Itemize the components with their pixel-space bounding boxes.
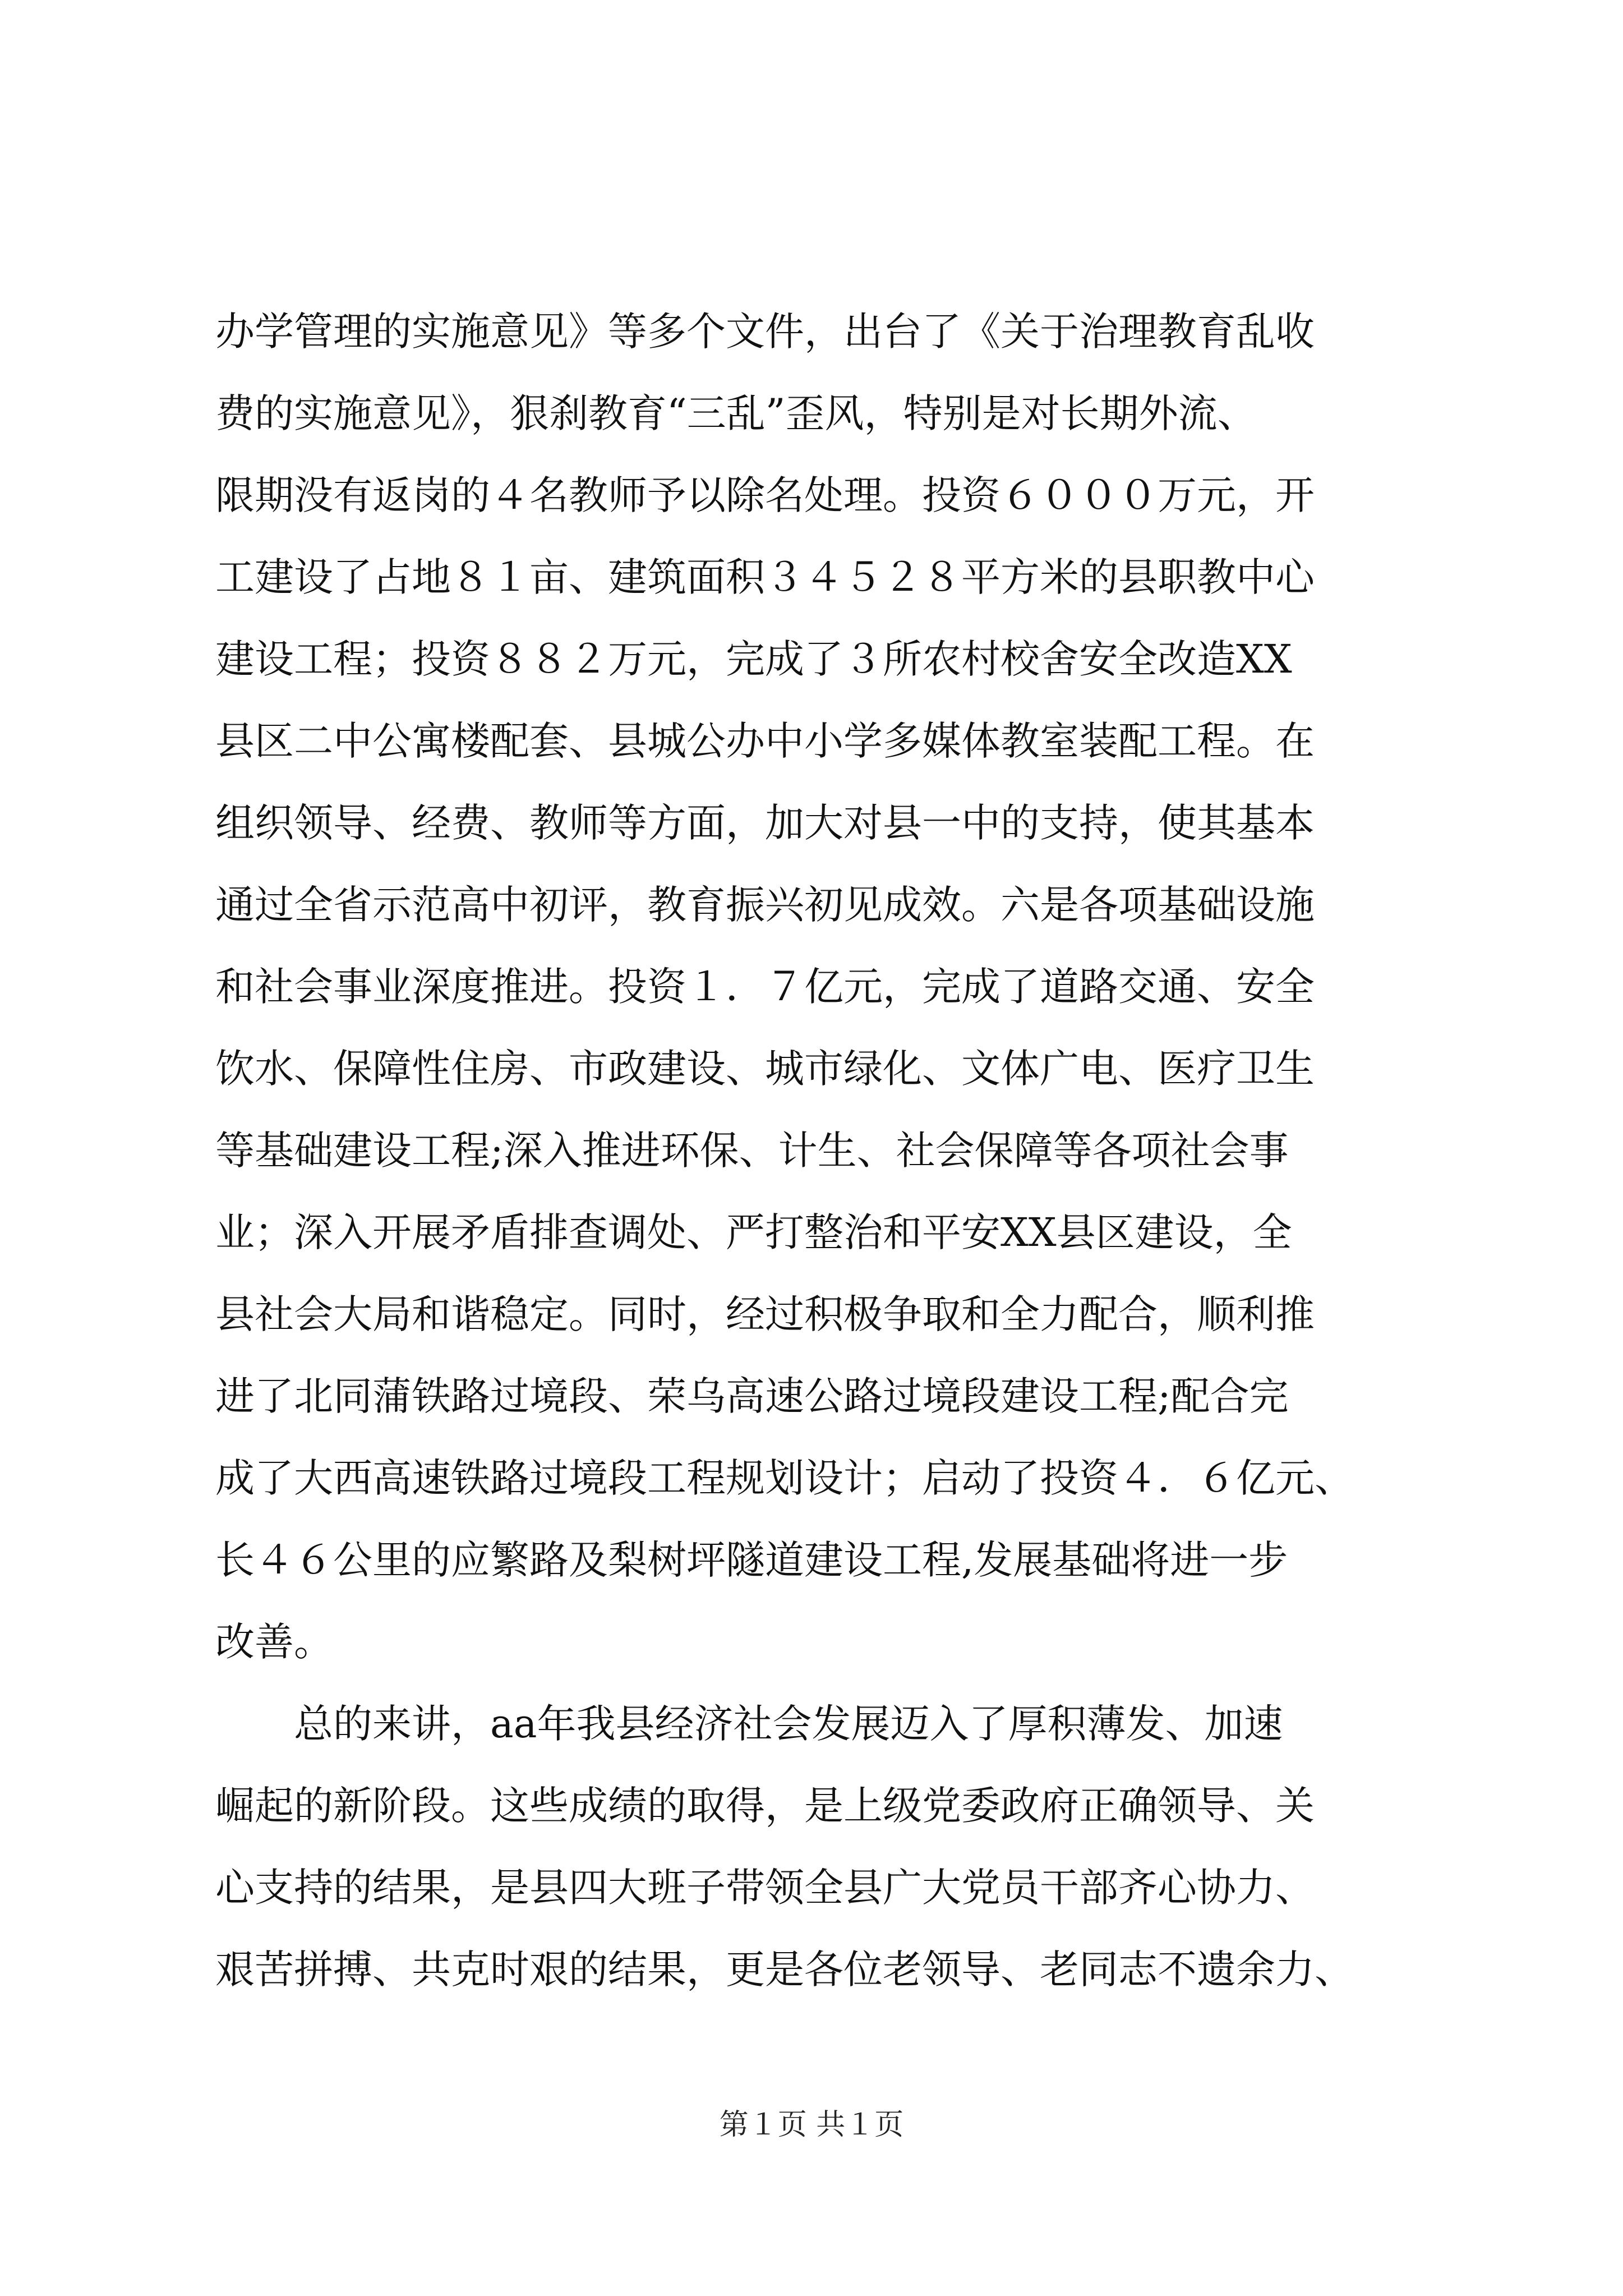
text-line: 费的实施意见》，狠刹教育“三乱”歪风，特别是对长期外流、 bbox=[215, 390, 1257, 436]
text-line: 改善。 bbox=[215, 1619, 333, 1665]
text-line: 工建设了占地８１亩、建筑面积３４５２８平方米的县职教中心 bbox=[215, 554, 1315, 600]
page-number-label: 第１页 共１页 bbox=[719, 2108, 904, 2142]
text-line: 限期没有返岗的４名教师予以除名处理。投资６０００万元，开 bbox=[215, 472, 1315, 518]
text-line: 建设工程；投资８８２万元，完成了３所农村校舍安全改造XX bbox=[215, 636, 1292, 682]
text-line: 办学管理的实施意见》等多个文件，出台了《关于治理教育乱收 bbox=[215, 309, 1315, 355]
text-line: 进了北同蒲铁路过境段、荣乌高速公路过境段建设工程;配合完 bbox=[215, 1373, 1289, 1419]
text-line: 艰苦拼搏、共克时艰的结果，更是各位老领导、老同志不遗余力、 bbox=[215, 1947, 1354, 1993]
text-line: 饮水、保障性住房、市政建设、城市绿化、文体广电、医疗卫生 bbox=[215, 1046, 1315, 1092]
text-line: 崛起的新阶段。这些成绩的取得，是上级党委政府正确领导、关 bbox=[215, 1783, 1315, 1829]
text-line: 心支持的结果，是县四大班子带领全县广大党员干部齐心协力、 bbox=[215, 1865, 1315, 1911]
text-line: 县区二中公寓楼配套、县城公办中小学多媒体教室装配工程。在 bbox=[215, 718, 1315, 764]
text-line: 成了大西高速铁路过境段工程规划设计；启动了投资４．６亿元、 bbox=[215, 1455, 1354, 1501]
text-line: 长４６公里的应繁路及梨树坪隧道建设工程,发展基础将进一步 bbox=[215, 1537, 1288, 1583]
text-line: 等基础建设工程;深入推进环保、计生、社会保障等各项社会事 bbox=[215, 1128, 1289, 1174]
text-line: 和社会事业深度推进。投资１．７亿元，完成了道路交通、安全 bbox=[215, 964, 1315, 1010]
text-line: 通过全省示范高中初评，教育振兴初见成效。六是各项基础设施 bbox=[215, 882, 1315, 928]
body-text bbox=[215, 291, 1438, 2010]
text-line: 总的来讲，aa年我县经济社会发展迈入了厚积薄发、加速 bbox=[215, 1701, 1283, 1747]
text-line: 组织领导、经费、教师等方面，加大对县一中的支持，使其基本 bbox=[215, 800, 1315, 846]
page-footer bbox=[0, 2101, 1623, 2143]
text-line: 业；深入开展矛盾排查调处、严打整治和平安XX县区建设，全 bbox=[215, 1209, 1292, 1255]
text-line: 县社会大局和谐稳定。同时，经过积极争取和全力配合，顺利推 bbox=[215, 1291, 1315, 1337]
